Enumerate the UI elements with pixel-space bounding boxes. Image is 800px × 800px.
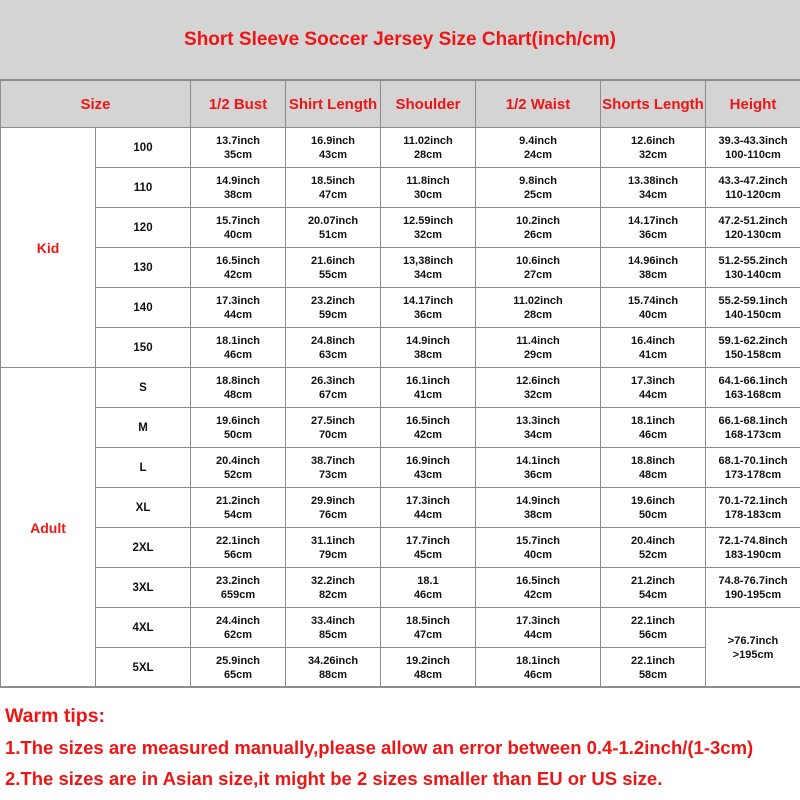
bust-cell bbox=[191, 368, 286, 408]
value-inch: 17.3inch bbox=[516, 614, 561, 627]
waist-cell bbox=[476, 448, 601, 488]
value-cm: 38cm bbox=[223, 188, 253, 201]
value-cm: 76cm bbox=[318, 508, 348, 521]
shorts-length-cell bbox=[601, 568, 706, 608]
value-inch: 15.74inch bbox=[627, 294, 679, 307]
bust-cell bbox=[191, 608, 286, 648]
size-label-cell: M bbox=[96, 408, 191, 448]
value-inch: 16.1inch bbox=[406, 374, 451, 387]
value-inch: 26.3inch bbox=[311, 374, 356, 387]
value-cm: 52cm bbox=[638, 548, 668, 561]
table-row bbox=[1, 368, 800, 408]
shirt-length-cell bbox=[286, 168, 381, 208]
size-label-cell: 120 bbox=[96, 208, 191, 248]
shoulder-cell bbox=[381, 528, 476, 568]
value-cm: 35cm bbox=[223, 148, 253, 161]
height-cell bbox=[706, 608, 800, 688]
table-row bbox=[1, 448, 800, 488]
value-cm: 59cm bbox=[318, 308, 348, 321]
shoulder-cell bbox=[381, 128, 476, 168]
value-inch: 34.26inch bbox=[307, 654, 359, 667]
bust-cell bbox=[191, 208, 286, 248]
warm-tips bbox=[0, 686, 800, 800]
waist-cell bbox=[476, 608, 601, 648]
value-cm: 28cm bbox=[523, 308, 553, 321]
value-inch: 19.6inch bbox=[216, 414, 261, 427]
value-inch: 33.4inch bbox=[311, 614, 356, 627]
shoulder-cell bbox=[381, 488, 476, 528]
value-cm: 168-173cm bbox=[724, 428, 782, 441]
value-inch: 18.1inch bbox=[631, 414, 676, 427]
value-inch: 18.1inch bbox=[216, 334, 261, 347]
header-shorts-length: Shorts Length bbox=[601, 81, 706, 128]
value-cm: 62cm bbox=[223, 628, 253, 641]
shoulder-cell bbox=[381, 648, 476, 688]
value-cm: >195cm bbox=[732, 648, 774, 661]
bust-cell bbox=[191, 128, 286, 168]
shorts-length-cell bbox=[601, 448, 706, 488]
height-cell bbox=[706, 528, 800, 568]
value-inch: 55.2-59.1inch bbox=[718, 294, 788, 307]
value-cm: 24cm bbox=[523, 148, 553, 161]
value-inch: 11.02inch bbox=[403, 134, 453, 147]
value-cm: 88cm bbox=[318, 668, 348, 681]
value-inch: 14.9inch bbox=[216, 174, 261, 187]
value-cm: 38cm bbox=[413, 348, 443, 361]
shoulder-cell bbox=[381, 368, 476, 408]
value-inch: 11.4inch bbox=[516, 334, 560, 347]
value-cm: 30cm bbox=[413, 188, 443, 201]
value-inch: 18.8inch bbox=[216, 374, 261, 387]
shorts-length-cell bbox=[601, 368, 706, 408]
table-row bbox=[1, 208, 800, 248]
size-label-cell: 140 bbox=[96, 288, 191, 328]
size-label-cell: XL bbox=[96, 488, 191, 528]
value-cm: 55cm bbox=[318, 268, 348, 281]
table-row bbox=[1, 648, 800, 688]
value-inch: 66.1-68.1inch bbox=[718, 414, 788, 427]
size-label-cell: 4XL bbox=[96, 608, 191, 648]
value-cm: 46cm bbox=[523, 668, 553, 681]
value-cm: 51cm bbox=[318, 228, 348, 241]
value-inch: 43.3-47.2inch bbox=[718, 174, 788, 187]
value-inch: 19.6inch bbox=[631, 494, 676, 507]
group-adult: Adult bbox=[1, 368, 96, 688]
value-inch: 24.4inch bbox=[216, 614, 261, 627]
value-cm: 38cm bbox=[638, 268, 668, 281]
value-inch: 20.4inch bbox=[631, 534, 676, 547]
value-cm: 73cm bbox=[318, 468, 348, 481]
value-inch: 17.3inch bbox=[406, 494, 451, 507]
value-cm: 85cm bbox=[318, 628, 348, 641]
shirt-length-cell bbox=[286, 448, 381, 488]
value-cm: 42cm bbox=[413, 428, 443, 441]
value-inch: 14.9inch bbox=[516, 494, 561, 507]
value-inch: 68.1-70.1inch bbox=[718, 454, 788, 467]
shirt-length-cell bbox=[286, 608, 381, 648]
value-cm: 120-130cm bbox=[724, 228, 782, 241]
value-cm: 50cm bbox=[223, 428, 253, 441]
value-cm: 54cm bbox=[223, 508, 253, 521]
value-inch: 9.4inch bbox=[519, 134, 557, 147]
value-inch: 16.9inch bbox=[406, 454, 451, 467]
value-inch: 24.8inch bbox=[311, 334, 356, 347]
value-cm: 50cm bbox=[638, 508, 668, 521]
shirt-length-cell bbox=[286, 368, 381, 408]
value-inch: 19.2inch bbox=[406, 654, 451, 667]
shirt-length-cell bbox=[286, 288, 381, 328]
bust-cell bbox=[191, 288, 286, 328]
value-inch: 22.1inch bbox=[631, 614, 676, 627]
height-cell bbox=[706, 568, 800, 608]
shorts-length-cell bbox=[601, 128, 706, 168]
shirt-length-cell bbox=[286, 488, 381, 528]
table-row bbox=[1, 168, 800, 208]
table-row bbox=[1, 328, 800, 368]
value-inch: 31.1inch bbox=[311, 534, 356, 547]
value-cm: 40cm bbox=[638, 308, 668, 321]
value-cm: 163-168cm bbox=[724, 388, 782, 401]
value-cm: 32cm bbox=[523, 388, 553, 401]
header-row bbox=[1, 81, 800, 128]
value-cm: 659cm bbox=[220, 588, 256, 601]
shirt-length-cell bbox=[286, 248, 381, 288]
tip-line: 2.The sizes are in Asian size,it might be 2 sizes smaller than EU or US size. bbox=[5, 768, 663, 789]
value-inch: 32.2inch bbox=[311, 574, 356, 587]
value-cm: 42cm bbox=[523, 588, 553, 601]
waist-cell bbox=[476, 328, 601, 368]
size-label-cell: 130 bbox=[96, 248, 191, 288]
value-cm: 34cm bbox=[523, 428, 553, 441]
waist-cell bbox=[476, 488, 601, 528]
value-inch: 21.6inch bbox=[311, 254, 356, 267]
value-cm: 47cm bbox=[318, 188, 348, 201]
value-inch: 14.1inch bbox=[516, 454, 561, 467]
value-inch: 74.8-76.7inch bbox=[718, 574, 788, 587]
value-inch: 12.6inch bbox=[631, 134, 676, 147]
value-cm: 38cm bbox=[523, 508, 553, 521]
value-cm: 48cm bbox=[413, 668, 443, 681]
shorts-length-cell bbox=[601, 328, 706, 368]
header-height: Height bbox=[706, 81, 800, 128]
value-inch: 16.9inch bbox=[311, 134, 356, 147]
value-inch: 59.1-62.2inch bbox=[718, 334, 788, 347]
value-inch: 13,38inch bbox=[402, 254, 454, 267]
value-cm: 32cm bbox=[638, 148, 668, 161]
value-inch: 14.96inch bbox=[627, 254, 679, 267]
value-inch: 14.17inch bbox=[627, 214, 679, 227]
value-cm: 52cm bbox=[223, 468, 253, 481]
value-cm: 44cm bbox=[223, 308, 253, 321]
value-cm: 56cm bbox=[638, 628, 668, 641]
value-inch: 18.5inch bbox=[406, 614, 451, 627]
shoulder-cell bbox=[381, 608, 476, 648]
shorts-length-cell bbox=[601, 648, 706, 688]
value-inch: 22.1inch bbox=[216, 534, 261, 547]
value-cm: 45cm bbox=[413, 548, 443, 561]
bust-cell bbox=[191, 328, 286, 368]
value-cm: 40cm bbox=[223, 228, 253, 241]
height-cell bbox=[706, 288, 800, 328]
header-bust: 1/2 Bust bbox=[191, 81, 286, 128]
value-inch: 38.7inch bbox=[311, 454, 356, 467]
value-cm: 32cm bbox=[413, 228, 443, 241]
shoulder-cell bbox=[381, 288, 476, 328]
waist-cell bbox=[476, 168, 601, 208]
value-inch: 23.2inch bbox=[311, 294, 356, 307]
value-cm: 56cm bbox=[223, 548, 253, 561]
value-cm: 150-158cm bbox=[724, 348, 782, 361]
height-cell bbox=[706, 368, 800, 408]
header-size: Size bbox=[1, 81, 191, 128]
shorts-length-cell bbox=[601, 408, 706, 448]
value-inch: 10.2inch bbox=[516, 214, 561, 227]
value-inch: 17.3inch bbox=[216, 294, 261, 307]
shirt-length-cell bbox=[286, 568, 381, 608]
value-inch: 9.8inch bbox=[519, 174, 557, 187]
value-cm: 28cm bbox=[413, 148, 443, 161]
value-inch: 17.3inch bbox=[631, 374, 676, 387]
header-shoulder: Shoulder bbox=[381, 81, 476, 128]
value-cm: 63cm bbox=[318, 348, 348, 361]
bust-cell bbox=[191, 248, 286, 288]
height-cell bbox=[706, 328, 800, 368]
table-row bbox=[1, 128, 800, 168]
bust-cell bbox=[191, 648, 286, 688]
value-cm: 36cm bbox=[523, 468, 553, 481]
height-cell bbox=[706, 248, 800, 288]
value-inch: 13.7inch bbox=[216, 134, 261, 147]
value-inch: 72.1-74.8inch bbox=[718, 534, 788, 547]
value-cm: 43cm bbox=[318, 148, 348, 161]
value-cm: 44cm bbox=[638, 388, 668, 401]
value-inch: 16.4inch bbox=[631, 334, 676, 347]
value-inch: 18.8inch bbox=[631, 454, 676, 467]
value-cm: 29cm bbox=[523, 348, 553, 361]
value-inch: 14.17inch bbox=[402, 294, 454, 307]
value-inch: 12.59inch bbox=[402, 214, 454, 227]
shorts-length-cell bbox=[601, 528, 706, 568]
value-inch: 20.4inch bbox=[216, 454, 261, 467]
shorts-length-cell bbox=[601, 168, 706, 208]
value-cm: 67cm bbox=[318, 388, 348, 401]
value-cm: 25cm bbox=[523, 188, 553, 201]
shirt-length-cell bbox=[286, 328, 381, 368]
value-inch: 27.5inch bbox=[311, 414, 356, 427]
shoulder-cell bbox=[381, 568, 476, 608]
value-cm: 130-140cm bbox=[724, 268, 782, 281]
shoulder-cell bbox=[381, 248, 476, 288]
bust-cell bbox=[191, 528, 286, 568]
value-cm: 36cm bbox=[413, 308, 443, 321]
bust-cell bbox=[191, 568, 286, 608]
value-inch: 15.7inch bbox=[216, 214, 261, 227]
shoulder-cell bbox=[381, 208, 476, 248]
value-inch: 39.3-43.3inch bbox=[718, 134, 788, 147]
value-cm: 46cm bbox=[413, 588, 443, 601]
shirt-length-cell bbox=[286, 648, 381, 688]
value-cm: 65cm bbox=[223, 668, 253, 681]
value-inch: 15.7inch bbox=[516, 534, 561, 547]
waist-cell bbox=[476, 648, 601, 688]
waist-cell bbox=[476, 528, 601, 568]
value-inch: 18.1 bbox=[417, 574, 439, 587]
waist-cell bbox=[476, 368, 601, 408]
height-cell bbox=[706, 128, 800, 168]
shoulder-cell bbox=[381, 328, 476, 368]
waist-cell bbox=[476, 248, 601, 288]
value-inch: 21.2inch bbox=[631, 574, 676, 587]
shirt-length-cell bbox=[286, 128, 381, 168]
bust-cell bbox=[191, 408, 286, 448]
value-cm: 79cm bbox=[318, 548, 348, 561]
size-label-cell: 3XL bbox=[96, 568, 191, 608]
value-inch: 64.1-66.1inch bbox=[718, 374, 788, 387]
value-cm: 46cm bbox=[638, 428, 668, 441]
shirt-length-cell bbox=[286, 208, 381, 248]
value-cm: 100-110cm bbox=[725, 148, 781, 161]
group-kid: Kid bbox=[1, 128, 96, 368]
value-inch: 18.5inch bbox=[311, 174, 356, 187]
value-cm: 82cm bbox=[318, 588, 348, 601]
size-label-cell: 100 bbox=[96, 128, 191, 168]
value-inch: 11.8inch bbox=[406, 174, 450, 187]
size-label-cell: 150 bbox=[96, 328, 191, 368]
shoulder-cell bbox=[381, 408, 476, 448]
shorts-length-cell bbox=[601, 488, 706, 528]
value-inch: 21.2inch bbox=[216, 494, 261, 507]
shorts-length-cell bbox=[601, 208, 706, 248]
shorts-length-cell bbox=[601, 288, 706, 328]
table-row bbox=[1, 288, 800, 328]
value-cm: 178-183cm bbox=[724, 508, 782, 521]
shirt-length-cell bbox=[286, 408, 381, 448]
value-inch: >76.7inch bbox=[727, 634, 779, 647]
value-cm: 26cm bbox=[523, 228, 553, 241]
height-cell bbox=[706, 168, 800, 208]
value-inch: 14.9inch bbox=[406, 334, 451, 347]
value-inch: 47.2-51.2inch bbox=[718, 214, 788, 227]
table-row bbox=[1, 568, 800, 608]
value-inch: 11.02inch bbox=[513, 294, 563, 307]
shoulder-cell bbox=[381, 168, 476, 208]
height-cell bbox=[706, 208, 800, 248]
waist-cell bbox=[476, 288, 601, 328]
value-cm: 40cm bbox=[523, 548, 553, 561]
value-inch: 13.3inch bbox=[516, 414, 561, 427]
table-row bbox=[1, 488, 800, 528]
table-row bbox=[1, 248, 800, 288]
value-cm: 43cm bbox=[413, 468, 443, 481]
header-shirt-length: Shirt Length bbox=[286, 81, 381, 128]
size-table bbox=[0, 80, 800, 688]
bust-cell bbox=[191, 488, 286, 528]
value-inch: 25.9inch bbox=[216, 654, 261, 667]
value-cm: 34cm bbox=[638, 188, 668, 201]
value-cm: 36cm bbox=[638, 228, 668, 241]
height-cell bbox=[706, 448, 800, 488]
table-row bbox=[1, 408, 800, 448]
value-cm: 48cm bbox=[223, 388, 253, 401]
waist-cell bbox=[476, 408, 601, 448]
value-cm: 54cm bbox=[638, 588, 668, 601]
value-cm: 41cm bbox=[638, 348, 668, 361]
value-cm: 42cm bbox=[223, 268, 253, 281]
value-inch: 13.38inch bbox=[627, 174, 679, 187]
value-cm: 47cm bbox=[413, 628, 443, 641]
value-inch: 22.1inch bbox=[631, 654, 676, 667]
value-inch: 10.6inch bbox=[516, 254, 561, 267]
value-inch: 29.9inch bbox=[311, 494, 356, 507]
value-cm: 140-150cm bbox=[724, 308, 782, 321]
shoulder-cell bbox=[381, 448, 476, 488]
value-cm: 44cm bbox=[413, 508, 443, 521]
value-inch: 16.5inch bbox=[516, 574, 561, 587]
header-waist: 1/2 Waist bbox=[476, 81, 601, 128]
size-label-cell: 110 bbox=[96, 168, 191, 208]
value-cm: 34cm bbox=[413, 268, 443, 281]
table-row bbox=[1, 528, 800, 568]
value-inch: 51.2-55.2inch bbox=[718, 254, 788, 267]
height-cell bbox=[706, 488, 800, 528]
value-cm: 44cm bbox=[523, 628, 553, 641]
value-cm: 58cm bbox=[638, 668, 668, 681]
waist-cell bbox=[476, 128, 601, 168]
tips-heading: Warm tips: bbox=[5, 705, 106, 727]
bust-cell bbox=[191, 448, 286, 488]
size-label-cell: 2XL bbox=[96, 528, 191, 568]
value-inch: 17.7inch bbox=[406, 534, 451, 547]
value-inch: 70.1-72.1inch bbox=[718, 494, 788, 507]
value-cm: 110-120cm bbox=[725, 188, 781, 201]
value-cm: 190-195cm bbox=[724, 588, 782, 601]
value-cm: 27cm bbox=[523, 268, 553, 281]
value-inch: 16.5inch bbox=[406, 414, 451, 427]
shorts-length-cell bbox=[601, 248, 706, 288]
value-cm: 183-190cm bbox=[724, 548, 782, 561]
bust-cell bbox=[191, 168, 286, 208]
value-inch: 20.07inch bbox=[307, 214, 359, 227]
height-cell bbox=[706, 408, 800, 448]
value-cm: 46cm bbox=[223, 348, 253, 361]
waist-cell bbox=[476, 568, 601, 608]
value-cm: 41cm bbox=[413, 388, 443, 401]
tip-line: 1.The sizes are measured manually,please allow an error between 0.4-1.2inch/(1-3cm) bbox=[5, 737, 754, 758]
size-label-cell: S bbox=[96, 368, 191, 408]
size-label-cell: 5XL bbox=[96, 648, 191, 688]
size-label-cell: L bbox=[96, 448, 191, 488]
value-inch: 16.5inch bbox=[216, 254, 261, 267]
value-inch: 23.2inch bbox=[216, 574, 261, 587]
value-inch: 12.6inch bbox=[516, 374, 561, 387]
value-inch: 18.1inch bbox=[516, 654, 561, 667]
value-cm: 70cm bbox=[318, 428, 348, 441]
shorts-length-cell bbox=[601, 608, 706, 648]
chart-title: Short Sleeve Soccer Jersey Size Chart(inch/cm) bbox=[0, 0, 800, 80]
waist-cell bbox=[476, 208, 601, 248]
value-cm: 48cm bbox=[638, 468, 668, 481]
table-row bbox=[1, 608, 800, 648]
shirt-length-cell bbox=[286, 528, 381, 568]
value-cm: 173-178cm bbox=[724, 468, 782, 481]
